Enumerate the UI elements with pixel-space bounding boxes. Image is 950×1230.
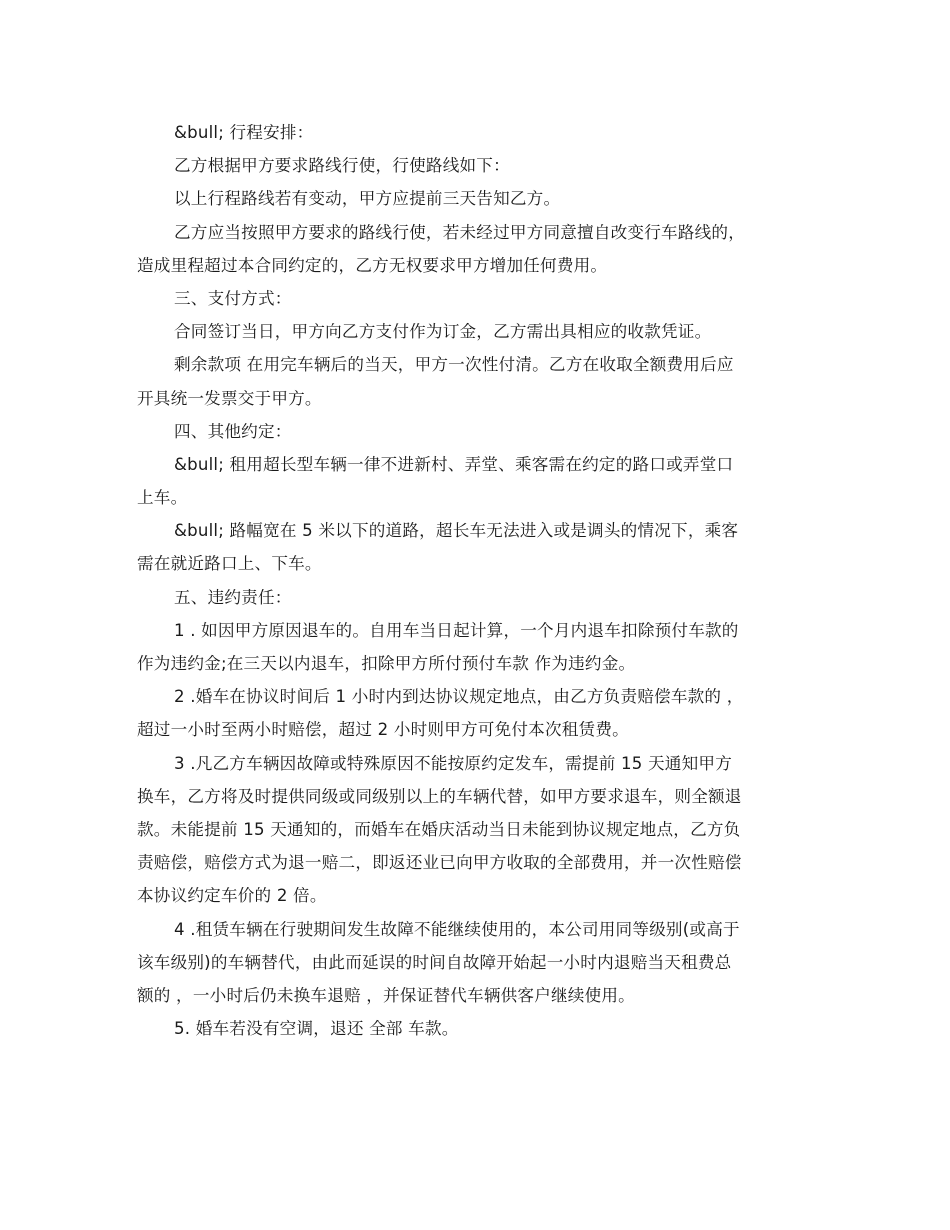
numbered-clause-line: 3 .凡乙方车辆因故障或特殊原因不能按原约定发车，需提前 15 天通知甲方 — [174, 753, 732, 773]
paragraph-line: 本协议约定车价的 2 倍。 — [137, 886, 327, 906]
paragraph-line: 开具统一发票交于甲方。 — [137, 388, 322, 408]
paragraph-line: 款。未能提前 15 天通知的，而婚车在婚庆活动当日未能到协议规定地点，乙方负 — [137, 819, 741, 839]
paragraph-line: 换车，乙方将及时提供同级或同级别以上的车辆代替，如甲方要求退车，则全额退 — [137, 786, 742, 806]
paragraph-line: 需在就近路口上、下车。 — [137, 554, 322, 574]
paragraph-line: 造成里程超过本合同约定的，乙方无权要求甲方增加任何费用。 — [137, 255, 608, 275]
paragraph-line: 合同签订当日，甲方向乙方支付作为订金，乙方需出具相应的收款凭证。 — [174, 322, 712, 342]
paragraph-line: 上车。 — [137, 488, 188, 508]
paragraph-line: 额的 ，一小时后仍未换车退赔 ，并保证替代车辆供客户继续使用。 — [137, 985, 635, 1005]
paragraph-line: 责赔偿，赔偿方式为退一赔二，即返还业已向甲方收取的全部费用，并一次性赔偿 — [137, 853, 742, 873]
paragraph-line: 以上行程路线若有变动，甲方应提前三天告知乙方。 — [174, 189, 561, 209]
bullet-line: &bull; 路幅宽在 5 米以下的道路，超长车无法进入或是调头的情况下，乘客 — [174, 521, 739, 541]
document-body — [137, 116, 817, 1045]
numbered-clause-line: 2 .婚车在协议时间后 1 小时内到达协议规定地点，由乙方负责赔偿车款的 ， — [174, 687, 744, 707]
numbered-clause-line: 5. 婚车若没有空调，退还 全部 车款。 — [174, 1019, 459, 1039]
paragraph-line: 乙方根据甲方要求路线行使，行使路线如下： — [174, 156, 510, 176]
numbered-clause-line: 4 .租赁车辆在行驶期间发生故障不能继续使用的，本公司用同等级别(或高于 — [174, 919, 740, 939]
paragraph-line: 作为违约金;在三天以内退车，扣除甲方所付预付车款 作为违约金。 — [137, 654, 636, 673]
bullet-itinerary-heading: &bull; 行程安排： — [174, 123, 314, 142]
paragraph-line: 该车级别)的车辆替代，由此而延误的时间自故障开始起一小时内退赔当天租费总 — [137, 952, 732, 972]
paragraph-line: 超过一小时至两小时赔偿，超过 2 小时则甲方可免付本次租赁费。 — [137, 720, 629, 740]
section-heading-other-terms: 四、其他约定： — [174, 421, 292, 441]
section-heading-breach: 五、违约责任： — [174, 587, 292, 607]
numbered-clause-line: 1 . 如因甲方原因退车的。自用车当日起计算，一个月内退车扣除预付车款的 — [174, 620, 739, 640]
section-heading-payment: 三、支付方式： — [174, 288, 292, 308]
bullet-line: &bull; 租用超长型车辆一律不进新村、弄堂、乘客需在约定的路口或弄堂口 — [174, 454, 734, 474]
paragraph-line: 乙方应当按照甲方要求的路线行使，若未经过甲方同意擅自改变行车路线的， — [174, 222, 745, 242]
paragraph-line: 剩余款项 在用完车辆后的当天，甲方一次性付清。乙方在收取全额费用后应 — [174, 355, 734, 375]
